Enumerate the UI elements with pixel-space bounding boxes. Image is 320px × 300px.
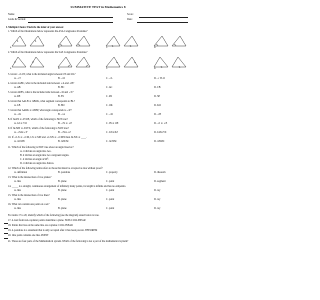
- q10-choice-a[interactable]: A. ΔCMN: [14, 140, 25, 143]
- question-4: 4. Given ΔABC, what is the included side between ∠A and ∠B?: [8, 82, 75, 85]
- item-20: 20. One point contains one line. POINT: [8, 234, 49, 237]
- q3-choice-b[interactable]: B. ∠O: [58, 77, 65, 80]
- q4-choice-d[interactable]: D. CB: [154, 86, 161, 89]
- item-19: 19. A postulate is a statement that is only accepted after it has been proven. THEOREM: [8, 229, 98, 232]
- q5-choice-c[interactable]: C. RS: [106, 95, 113, 98]
- q12-choice-b[interactable]: B. postulate: [58, 171, 71, 174]
- q12-choice-c[interactable]: C. property: [106, 171, 118, 174]
- q14-choice-d[interactable]: D. ray: [154, 189, 161, 192]
- q4-choice-a[interactable]: A. AB: [14, 86, 21, 89]
- q14-choice-b[interactable]: B. plane: [58, 189, 67, 192]
- q1-choice-b[interactable]: b.: [58, 46, 60, 49]
- date-label: Date:: [127, 18, 133, 21]
- q5-choice-a[interactable]: A. RE: [14, 95, 21, 98]
- q4-choice-b[interactable]: B. BC: [58, 86, 65, 89]
- grade-section-label: Grade & Section:: [8, 18, 26, 21]
- q6-choice-a[interactable]: A. LB: [14, 104, 21, 107]
- q1-choice-a[interactable]: a.: [10, 46, 12, 49]
- q3-choice-c[interactable]: C. ∠L: [106, 77, 113, 80]
- q4-choice-c[interactable]: C. AC: [106, 86, 113, 89]
- q8-choice-d[interactable]: D. ∠I ≅ ∠E: [154, 122, 168, 125]
- q16-choice-b[interactable]: B. plane: [58, 207, 67, 210]
- q2-choice-a[interactable]: a.: [10, 67, 12, 70]
- q7-choice-a[interactable]: A. ∠K: [14, 113, 22, 116]
- name-line[interactable]: [18, 17, 113, 18]
- q9-choice-c[interactable]: C. LN≅XZ: [106, 131, 118, 134]
- question-1-triangles-figure: [10, 34, 190, 48]
- item-18: 18. Points that lies on the same line are coplanar. COLLINEAR: [8, 224, 73, 227]
- q3-choice-a[interactable]: A. ∠T: [14, 77, 21, 80]
- q6-choice-b[interactable]: B. BO: [58, 104, 65, 107]
- question-16: 16. What can contain one point on a set?: [8, 203, 50, 206]
- question-3: 3. Given: ∠LOT, what is the included angle between OT and OL?: [8, 73, 76, 76]
- q10-choice-b[interactable]: B. ΔNCM: [58, 140, 69, 143]
- q6-choice-d[interactable]: D. KO: [154, 104, 161, 107]
- grade-section-line[interactable]: [28, 22, 113, 23]
- question-21: 21. These are four parts of the Mathematical system. Which of the following is not a part of the mathematical system?: [8, 240, 129, 243]
- question-9: 9. If ΔLMN ≅ ΔXYZ, which of the following is NOT true?: [8, 127, 69, 130]
- q14-choice-a[interactable]: A. line: [14, 189, 21, 192]
- question-5: 5. Given ΔRES, what is the included side between ∠R and ∠T?: [8, 91, 74, 94]
- q13-choice-a[interactable]: A. line: [14, 180, 21, 183]
- question-10: 10. If ∠LX ≅ ∠CM, LX ≅ MN and ∠LXN ≅ ∠CMN then ΔLNX ≅ ____.: [8, 136, 87, 139]
- part-2-instructions: For items 17 to 20, identify which of the following (use the diagram) stated below is true.: [8, 214, 100, 217]
- q7-choice-c[interactable]: C. ∠R: [106, 113, 113, 116]
- page-title: SUMMATIVE TEST in Mathematics 8: [70, 5, 126, 9]
- q13-choice-d[interactable]: D. segment: [154, 180, 166, 183]
- q14-choice-c[interactable]: C. point: [106, 189, 115, 192]
- date-line[interactable]: [137, 22, 188, 23]
- q8-choice-b[interactable]: B. ∠N ≅ ∠E: [58, 122, 73, 125]
- question-1: 1. Which of the illustrations below represents the ASA Congruence Postulate?: [8, 30, 88, 33]
- q15-choice-a[interactable]: A. line: [14, 198, 21, 201]
- q11-choice-c[interactable]: C. it divides an angle at 90°.: [20, 158, 49, 161]
- instructions: I. Multiple Choice: Encircle the letter of your answer.: [6, 25, 64, 29]
- q15-choice-d[interactable]: D. ray: [154, 198, 161, 201]
- q16-choice-c[interactable]: C. point: [106, 207, 115, 210]
- q10-choice-d[interactable]: D. ΔNMC: [154, 140, 165, 143]
- q13-choice-b[interactable]: B. plane: [58, 180, 67, 183]
- q1-choice-d[interactable]: d.: [154, 46, 156, 49]
- q8-choice-a[interactable]: A. GI ≅ VO: [14, 122, 27, 125]
- q2-choice-b[interactable]: b.: [58, 67, 60, 70]
- question-13: 13. What is the intersection of two planes?: [8, 176, 52, 179]
- q3-choice-d[interactable]: D. ∠ TLO: [154, 77, 165, 80]
- q16-choice-a[interactable]: A. line: [14, 207, 21, 210]
- q2-choice-c[interactable]: c.: [106, 67, 108, 70]
- score-line[interactable]: [139, 17, 188, 18]
- q1-choice-c[interactable]: c.: [106, 46, 108, 49]
- q12-choice-d[interactable]: D. theorem: [154, 171, 166, 174]
- q10-choice-c[interactable]: C. ΔCNM: [106, 140, 117, 143]
- question-2-triangles-figure: [10, 55, 190, 69]
- q12-choice-a[interactable]: A. definition: [14, 171, 28, 174]
- question-11: 11. Which of the following is NOT true about an angle bisector?: [8, 146, 74, 149]
- q7-choice-d[interactable]: D. ∠H: [154, 113, 162, 116]
- q11-choice-a[interactable]: A. it divides an angle into two.: [20, 150, 52, 153]
- question-8: 8. If ΔGIN ≅ ΔVOE, which of the following is NOT true?: [8, 118, 68, 121]
- name-label: Name:: [8, 13, 15, 16]
- q15-choice-c[interactable]: C. point: [106, 198, 115, 201]
- item-17: 17. A lead from non-coplanar points determine a plane. NON-COLLINEAR: [8, 219, 86, 222]
- question-7: 7. Given that ΔARK ≅ ΔSHP, what angle corresponds to ∠P?: [8, 109, 72, 112]
- question-15: 15. What is the intersection of two lines?: [8, 194, 50, 197]
- q6-choice-c[interactable]: C. OK: [106, 104, 113, 107]
- q9-choice-d[interactable]: D. LM≅YZ: [154, 131, 167, 134]
- q16-choice-d[interactable]: D. ray: [154, 207, 161, 210]
- q7-choice-b[interactable]: B. ∠A: [58, 113, 65, 116]
- q11-choice-d[interactable]: D. it divides an angle into halves.: [20, 162, 55, 165]
- q5-choice-b[interactable]: B. ES: [58, 95, 64, 98]
- q11-choice-b[interactable]: B. it divides an angle into two congruent angles.: [20, 154, 70, 157]
- q9-choice-b[interactable]: B. ∠N≅∠Z: [58, 131, 71, 134]
- q2-choice-d[interactable]: d.: [154, 67, 156, 70]
- q5-choice-d[interactable]: D. SE: [154, 95, 161, 98]
- question-12: 12. Which of the following terms refers to those that must be accepted as true without proof?: [8, 167, 103, 170]
- q8-choice-c[interactable]: C. IN ≅ OE: [106, 122, 119, 125]
- question-2: 2. Which of the illustrations below represents the SAS Congruence Postulate?: [8, 51, 88, 54]
- question-14: 14. _____ is a straight, continuous arrangement of infinitely many points, its length is infinite and has no endpoints.: [8, 185, 126, 188]
- score-label: Score:: [127, 13, 134, 16]
- q13-choice-c[interactable]: C. point: [106, 180, 115, 183]
- question-6: 6. Given that ΔALB ≅ ΔBOK, what segment corresponds to BL?: [8, 100, 75, 103]
- item-20-answer-line[interactable]: [4, 238, 8, 239]
- q9-choice-a[interactable]: A. ∠M≅∠Y: [14, 131, 28, 134]
- q15-choice-b[interactable]: B. plane: [58, 198, 67, 201]
